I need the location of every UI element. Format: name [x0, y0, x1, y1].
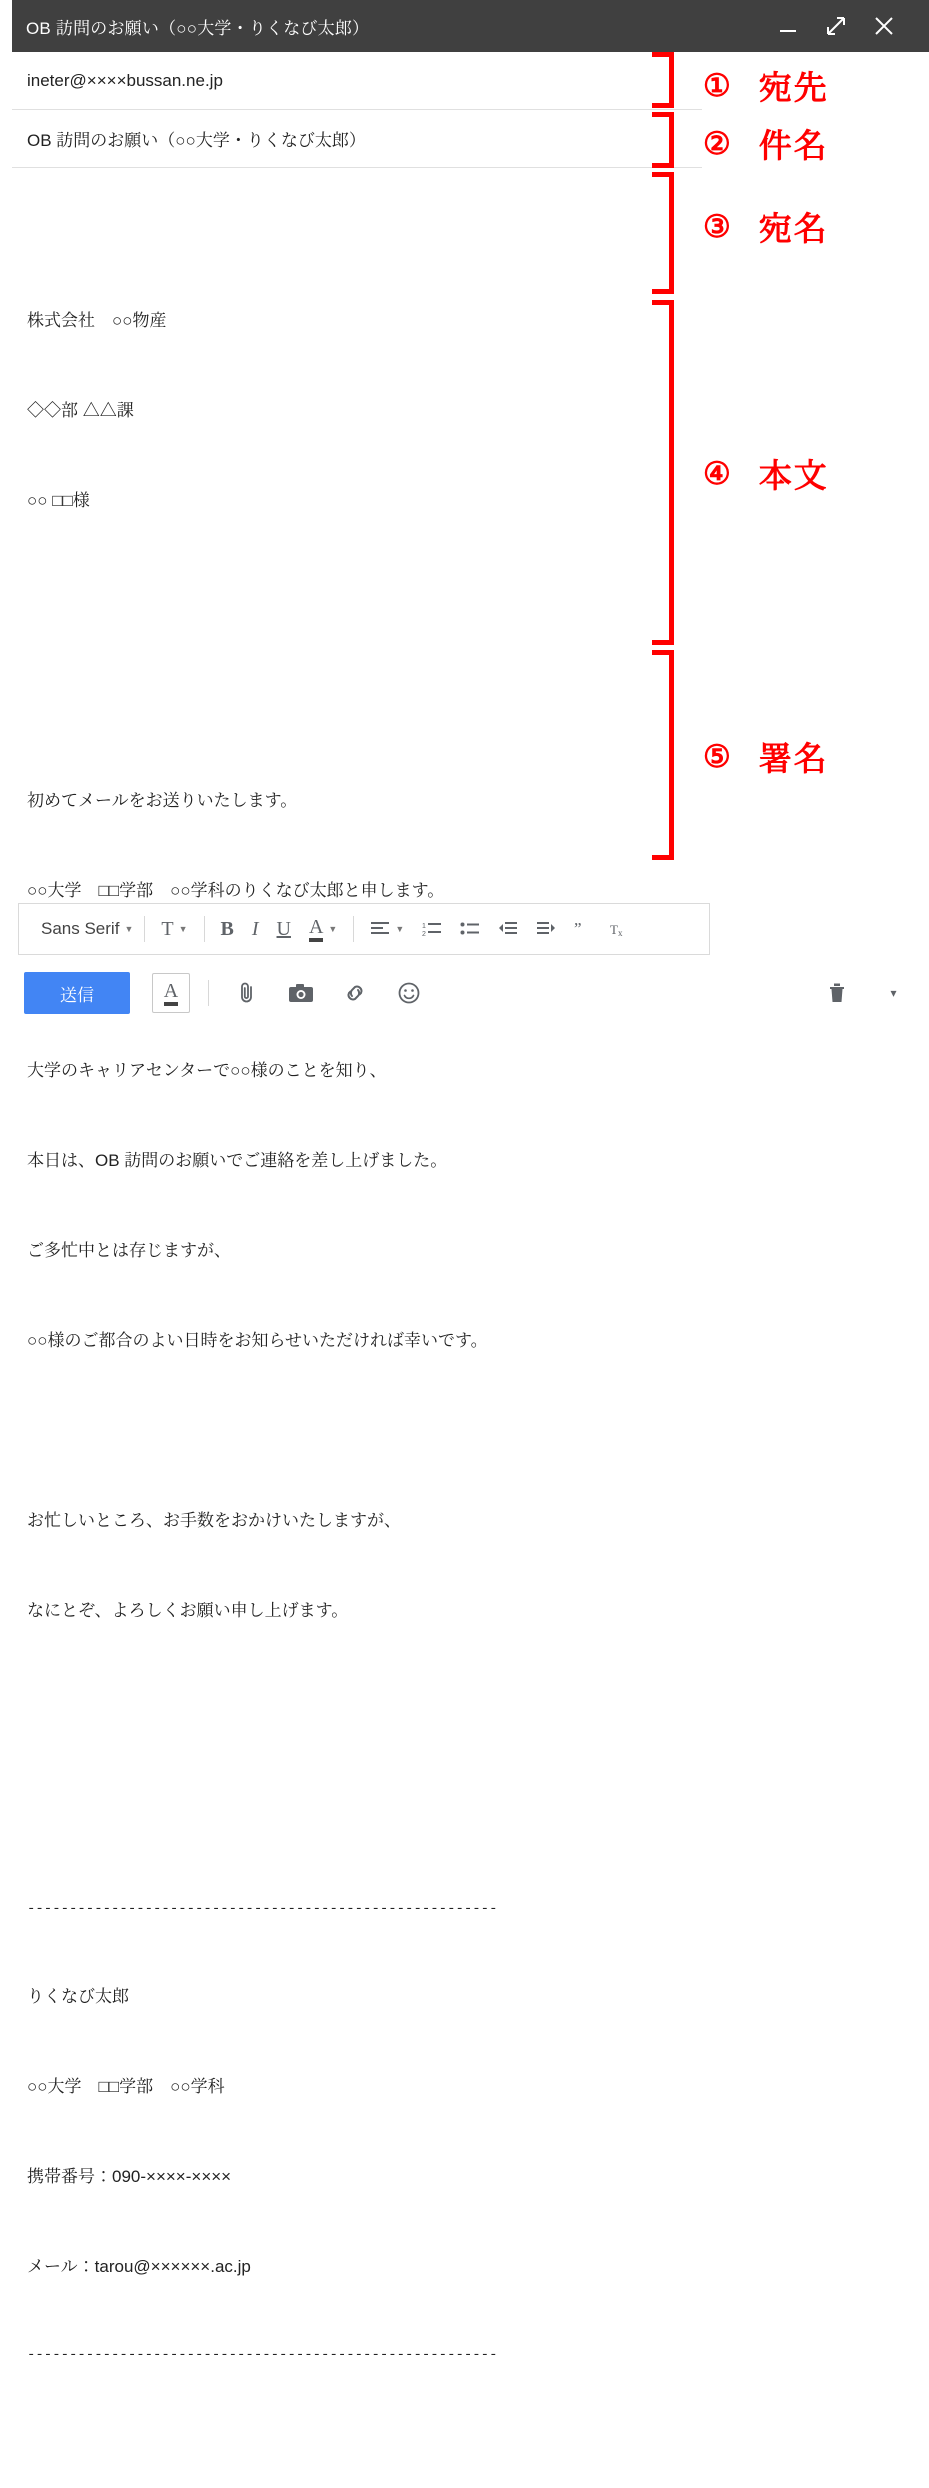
body-line: 本日は、OB 訪問のお願いでご連絡を差し上げました。 — [27, 1151, 448, 1170]
font-size-icon[interactable] — [152, 911, 196, 947]
body-line: お忙しいところ、お手数をおかけいたしますが、 — [27, 1511, 401, 1530]
chevron-down-icon: ▼ — [328, 923, 338, 934]
recipient-line: ◇◇部 △△課 — [27, 401, 134, 420]
close-icon[interactable] — [873, 15, 895, 37]
subject-value: OB 訪問のお願い（○○大学・りくなび太郎） — [27, 131, 366, 150]
annotation-to — [703, 62, 829, 109]
message-body[interactable] — [27, 186, 687, 2488]
body-line: ○○様のご都合のよい日時をお知らせいただければ幸いです。 — [27, 1331, 488, 1350]
toolbar-divider — [204, 916, 205, 942]
window-title-bar — [12, 0, 929, 52]
body-line: 初めてメールをお送りいたします。 — [27, 791, 298, 810]
formatting-options-icon[interactable] — [152, 973, 190, 1013]
numbered-list-icon[interactable] — [413, 911, 451, 947]
subject-field[interactable] — [12, 110, 702, 168]
annotation-number: ③ — [703, 208, 731, 244]
spacer-line — [27, 1416, 687, 1446]
toolbar-divider — [353, 916, 354, 942]
to-field[interactable] — [12, 52, 702, 110]
signature-line: りくなび太郎 — [27, 1987, 129, 2006]
signature-line: 携帯番号：090-××××-×××× — [27, 2167, 232, 2186]
action-bar-right — [799, 976, 907, 1010]
annotation-recipient — [703, 203, 829, 250]
svg-text:1: 1 — [422, 923, 427, 930]
text-color-icon[interactable] — [300, 911, 346, 947]
annotation-text: 署名 — [758, 740, 829, 777]
chevron-down-icon: ▼ — [124, 923, 134, 934]
recipient-block — [27, 246, 687, 576]
svg-text:”: ” — [574, 919, 582, 938]
annotation-text: 宛先 — [758, 69, 829, 106]
annotation-text: 本文 — [758, 457, 829, 494]
recipient-line: ○○ □□様 — [27, 491, 90, 510]
annotation-text: 件名 — [758, 127, 829, 164]
outdent-icon[interactable] — [489, 911, 527, 947]
annotation-number: ① — [703, 67, 731, 103]
align-icon[interactable] — [361, 911, 413, 947]
more-options-icon[interactable] — [875, 976, 907, 1010]
annotation-signature — [703, 733, 829, 780]
discard-draft-icon[interactable] — [821, 976, 853, 1010]
remove-formatting-icon[interactable] — [601, 911, 639, 947]
body-line: ○○大学 □□学部 ○○学科のりくなび太郎と申します。 — [27, 881, 445, 900]
signature-line: メール：tarou@××××××.ac.jp — [27, 2257, 251, 2276]
svg-text:x: x — [618, 928, 623, 938]
font-family-selector[interactable] — [27, 911, 137, 947]
underline-icon[interactable]: U — [276, 917, 291, 940]
minimize-icon[interactable] — [777, 15, 799, 37]
signature-rule-bottom: -------------------------------------------------------- — [27, 2347, 498, 2363]
text-color-glyph: A — [309, 917, 323, 942]
spacer-line — [27, 1746, 687, 1776]
attach-file-icon[interactable] — [231, 976, 263, 1010]
insert-link-icon[interactable] — [339, 976, 371, 1010]
chevron-down-icon: ▼ — [395, 923, 405, 934]
annotation-main — [703, 450, 829, 497]
compose-window — [12, 0, 712, 2363]
body-line: なにとぞ、よろしくお願い申し上げます。 — [27, 1601, 349, 1620]
main-text-block — [27, 726, 687, 1686]
chevron-down-icon: ▼ — [178, 923, 188, 934]
font-size-glyph: T — [161, 917, 174, 940]
body-line: 大学のキャリアセンターで○○様のことを知り、 — [27, 1061, 387, 1080]
window-title: OB 訪問のお願い（○○大学・りくなび太郎） — [26, 18, 370, 38]
formatting-options-glyph: A — [164, 981, 178, 1006]
signature-line: ○○大学 □□学部 ○○学科 — [27, 2077, 225, 2096]
font-family-label: Sans Serif — [41, 919, 120, 938]
annotation-number: ④ — [703, 455, 731, 491]
bulleted-list-icon[interactable] — [451, 911, 489, 947]
more-options-glyph: ▾ — [890, 986, 897, 1000]
annotation-number: ⑤ — [703, 738, 731, 774]
italic-icon[interactable]: I — [251, 917, 259, 940]
compose-action-bar — [0, 962, 929, 1024]
spacer-line — [27, 636, 687, 666]
insert-photo-icon[interactable] — [285, 976, 317, 1010]
annotation-text: 宛名 — [758, 210, 829, 247]
send-button[interactable]: 送信 — [24, 972, 130, 1014]
expand-icon[interactable] — [825, 15, 847, 37]
annotation-subject — [703, 120, 829, 167]
body-line: ご多忙中とは存じますが、 — [27, 1241, 231, 1260]
window-controls — [777, 15, 895, 37]
svg-text:2: 2 — [422, 931, 427, 938]
to-value: ineter@××××bussan.ne.jp — [27, 70, 223, 90]
bold-icon[interactable]: B — [220, 917, 234, 940]
quote-icon[interactable] — [565, 911, 601, 947]
recipient-line: 株式会社 ○○物産 — [27, 311, 167, 330]
insert-emoji-icon[interactable] — [393, 976, 425, 1010]
signature-block — [27, 1836, 687, 2428]
svg-text:T: T — [610, 922, 619, 937]
action-bar-divider — [208, 980, 209, 1006]
indent-icon[interactable] — [527, 911, 565, 947]
annotation-number: ② — [703, 125, 731, 161]
toolbar-divider — [144, 916, 145, 942]
formatting-toolbar — [18, 903, 710, 955]
signature-rule-top: -------------------------------------------------------- — [27, 1901, 498, 1917]
